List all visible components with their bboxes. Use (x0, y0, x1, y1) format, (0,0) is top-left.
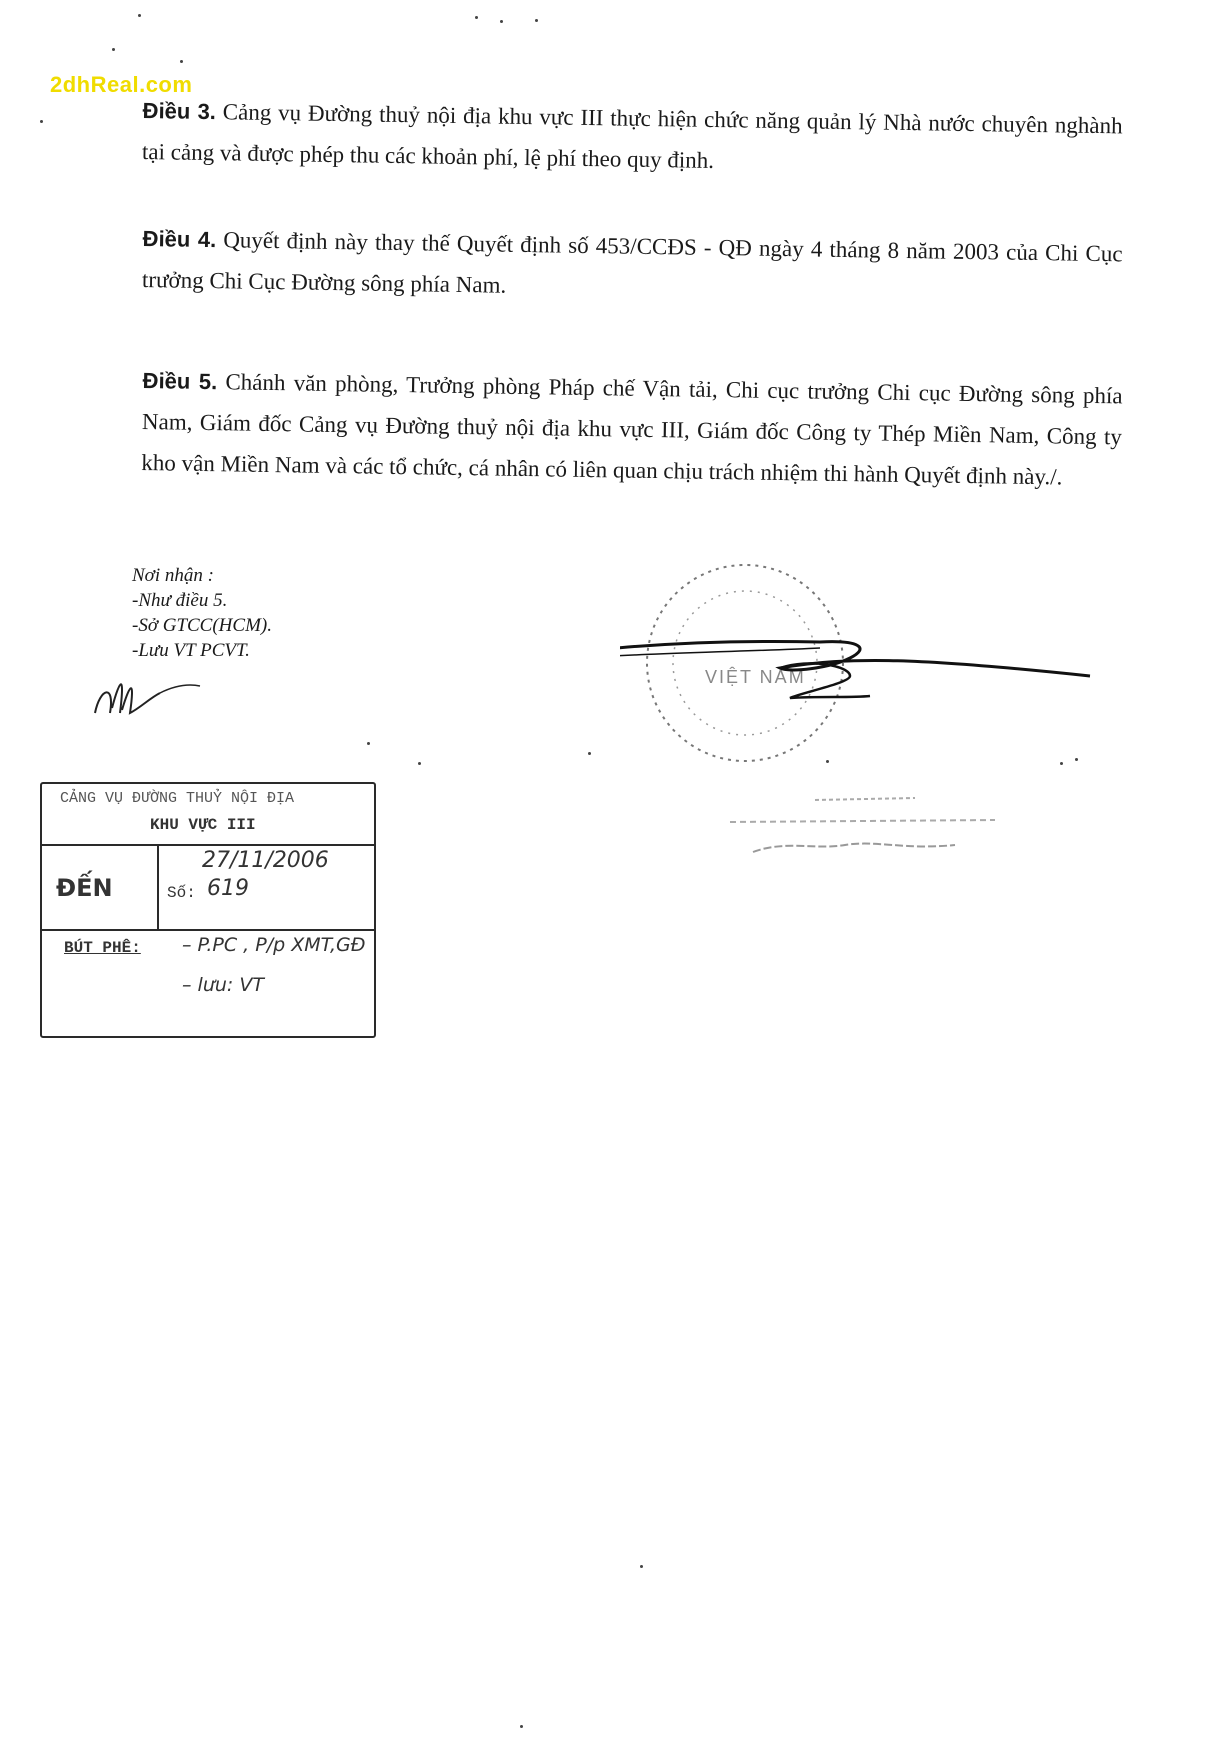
initials-scribble (90, 668, 220, 728)
article-3-label: Điều 3. (142, 97, 217, 125)
stamp-but-phe-label: BÚT PHÊ: (64, 939, 141, 957)
recipients-block (132, 563, 272, 663)
recipient-item: -Sở GTCC(HCM). (132, 615, 272, 636)
article-5-text: Chánh văn phòng, Trưởng phòng Pháp chế Vận tải, Chi cục trưởng Chi cục Đường sông phía Nam, Giám đốc Cảng vụ Đường thuỷ nội địa khu vực III, Giám đốc Công ty Thép Miền Nam, Công ty kho vận Miền Nam và các tổ chức, cá nhân có liên quan chịu trách nhiệm thi hành Quyết định này./. (141, 369, 1123, 490)
article-4-label: Điều 4. (142, 225, 217, 253)
faded-signer-title (725, 790, 995, 865)
watermark-logo: 2dhReal.com (50, 72, 193, 97)
article-3 (142, 90, 1123, 187)
stamp-date-value: 27/11/2006 (202, 848, 329, 873)
recipients-title: Nơi nhận : (132, 565, 214, 586)
stamp-so-value: 619 (207, 876, 249, 901)
seal-text: VIỆT NAM (705, 667, 806, 687)
official-seal (620, 548, 1100, 778)
article-4 (142, 218, 1123, 315)
stamp-but-phe-line2: – lưu: VT (182, 974, 264, 996)
recipient-item: -Lưu VT PCVT. (132, 640, 250, 661)
incoming-document-stamp (40, 782, 376, 1038)
article-5-label: Điều 5. (142, 367, 218, 395)
article-3-text: Cảng vụ Đường thuỷ nội địa khu vực III thực hiện chức năng quản lý Nhà nước chuyên nghành tại cảng và được phép thu các khoản phí, lệ phí theo quy định. (141, 99, 1123, 173)
stamp-header-line1: CẢNG VỤ ĐƯỜNG THUỶ NỘI ĐỊA (60, 790, 295, 807)
stamp-but-phe-line1: – P.PC , P/p XMT,GĐ (182, 934, 366, 956)
stamp-den-label: ĐẾN (56, 874, 113, 902)
recipient-item: -Như điều 5. (132, 590, 228, 611)
article-4-text: Quyết định này thay thế Quyết định số 453/CCĐS - QĐ ngày 4 tháng 8 năm 2003 của Chi Cục trưởng Chi Cục Đường sông phía Nam. (141, 227, 1123, 298)
article-5 (141, 360, 1123, 498)
stamp-so-label: Số: (167, 884, 196, 902)
stamp-header-line2: KHU VỰC III (150, 816, 256, 834)
